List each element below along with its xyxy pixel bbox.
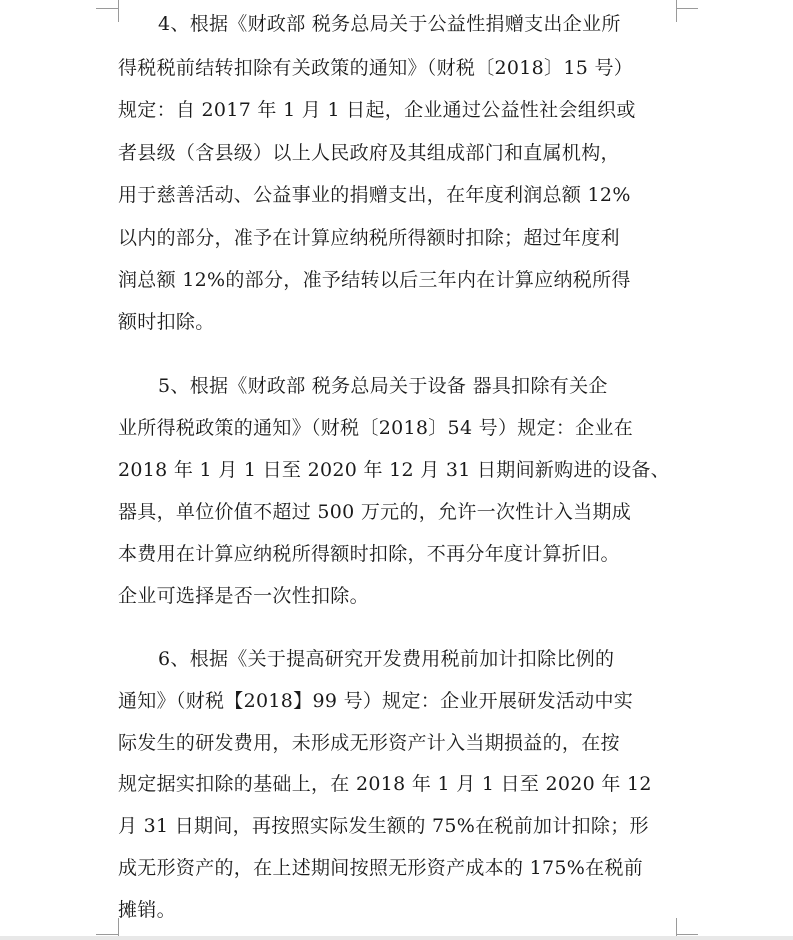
- crop-mark-bottom-left-h: [96, 934, 118, 935]
- paragraph-1-line-8: 额时扣除。: [118, 311, 215, 333]
- page-bottom-edge: [0, 936, 793, 940]
- paragraph-2-line-1: 5、根据《财政部 税务总局关于设备 器具扣除有关企: [158, 375, 608, 397]
- paragraph-1-line-1: 4、根据《财政部 税务总局关于公益性捐赠支出企业所: [158, 13, 621, 35]
- paragraph-3-line-5: 月 31 日期间，再按照实际发生额的 75%在税前加计扣除；形: [118, 815, 649, 837]
- paragraph-3-line-7: 摊销。: [118, 899, 176, 921]
- paragraph-2-line-5: 本费用在计算应纳税所得额时扣除，不再分年度计算折旧。: [118, 543, 620, 565]
- paragraph-3-line-2: 通知》（财税【2018】99 号）规定：企业开展研发活动中实: [118, 690, 634, 712]
- crop-mark-bottom-right-h: [676, 934, 698, 935]
- paragraph-1-line-4: 者县级（含县级）以上人民政府及其组成部门和直属机构，: [118, 142, 620, 164]
- crop-mark-top-left-h: [96, 8, 118, 9]
- paragraph-2-line-6: 企业可选择是否一次性扣除。: [118, 585, 369, 607]
- paragraph-2-line-4: 器具，单位价值不超过 500 万元的，允许一次性计入当期成: [118, 501, 632, 523]
- paragraph-1-line-7: 润总额 12%的部分，准予结转以后三年内在计算应纳税所得: [118, 269, 631, 291]
- paragraph-1-line-5: 用于慈善活动、公益事业的捐赠支出，在年度利润总额 12%: [118, 184, 631, 206]
- paragraph-2-line-2: 业所得税政策的通知》（财税〔2018〕54 号）规定：企业在: [118, 417, 634, 439]
- crop-mark-top-right-h: [676, 8, 698, 9]
- paragraph-3-line-3: 际发生的研发费用，未形成无形资产计入当期损益的，在按: [118, 732, 620, 754]
- paragraph-2-line-3: 2018 年 1 月 1 日至 2020 年 12 月 31 日期间新购进的设备、: [118, 459, 670, 481]
- paragraph-1-line-2: 得税税前结转扣除有关政策的通知》（财税〔2018〕15 号）: [118, 57, 634, 79]
- paragraph-1-line-6: 以内的部分，准予在计算应纳税所得额时扣除；超过年度利: [118, 227, 620, 249]
- paragraph-1-line-3: 规定：自 2017 年 1 月 1 日起，企业通过公益性社会组织或: [118, 99, 636, 121]
- paragraph-3-line-6: 成无形资产的，在上述期间按照无形资产成本的 175%在税前: [118, 857, 644, 879]
- paragraph-3-line-1: 6、根据《关于提高研究开发费用税前加计扣除比例的: [158, 648, 615, 670]
- crop-mark-top-left-v: [118, 0, 119, 22]
- crop-mark-top-right-v: [676, 0, 677, 22]
- paragraph-3-line-4: 规定据实扣除的基础上，在 2018 年 1 月 1 日至 2020 年 12: [118, 773, 652, 795]
